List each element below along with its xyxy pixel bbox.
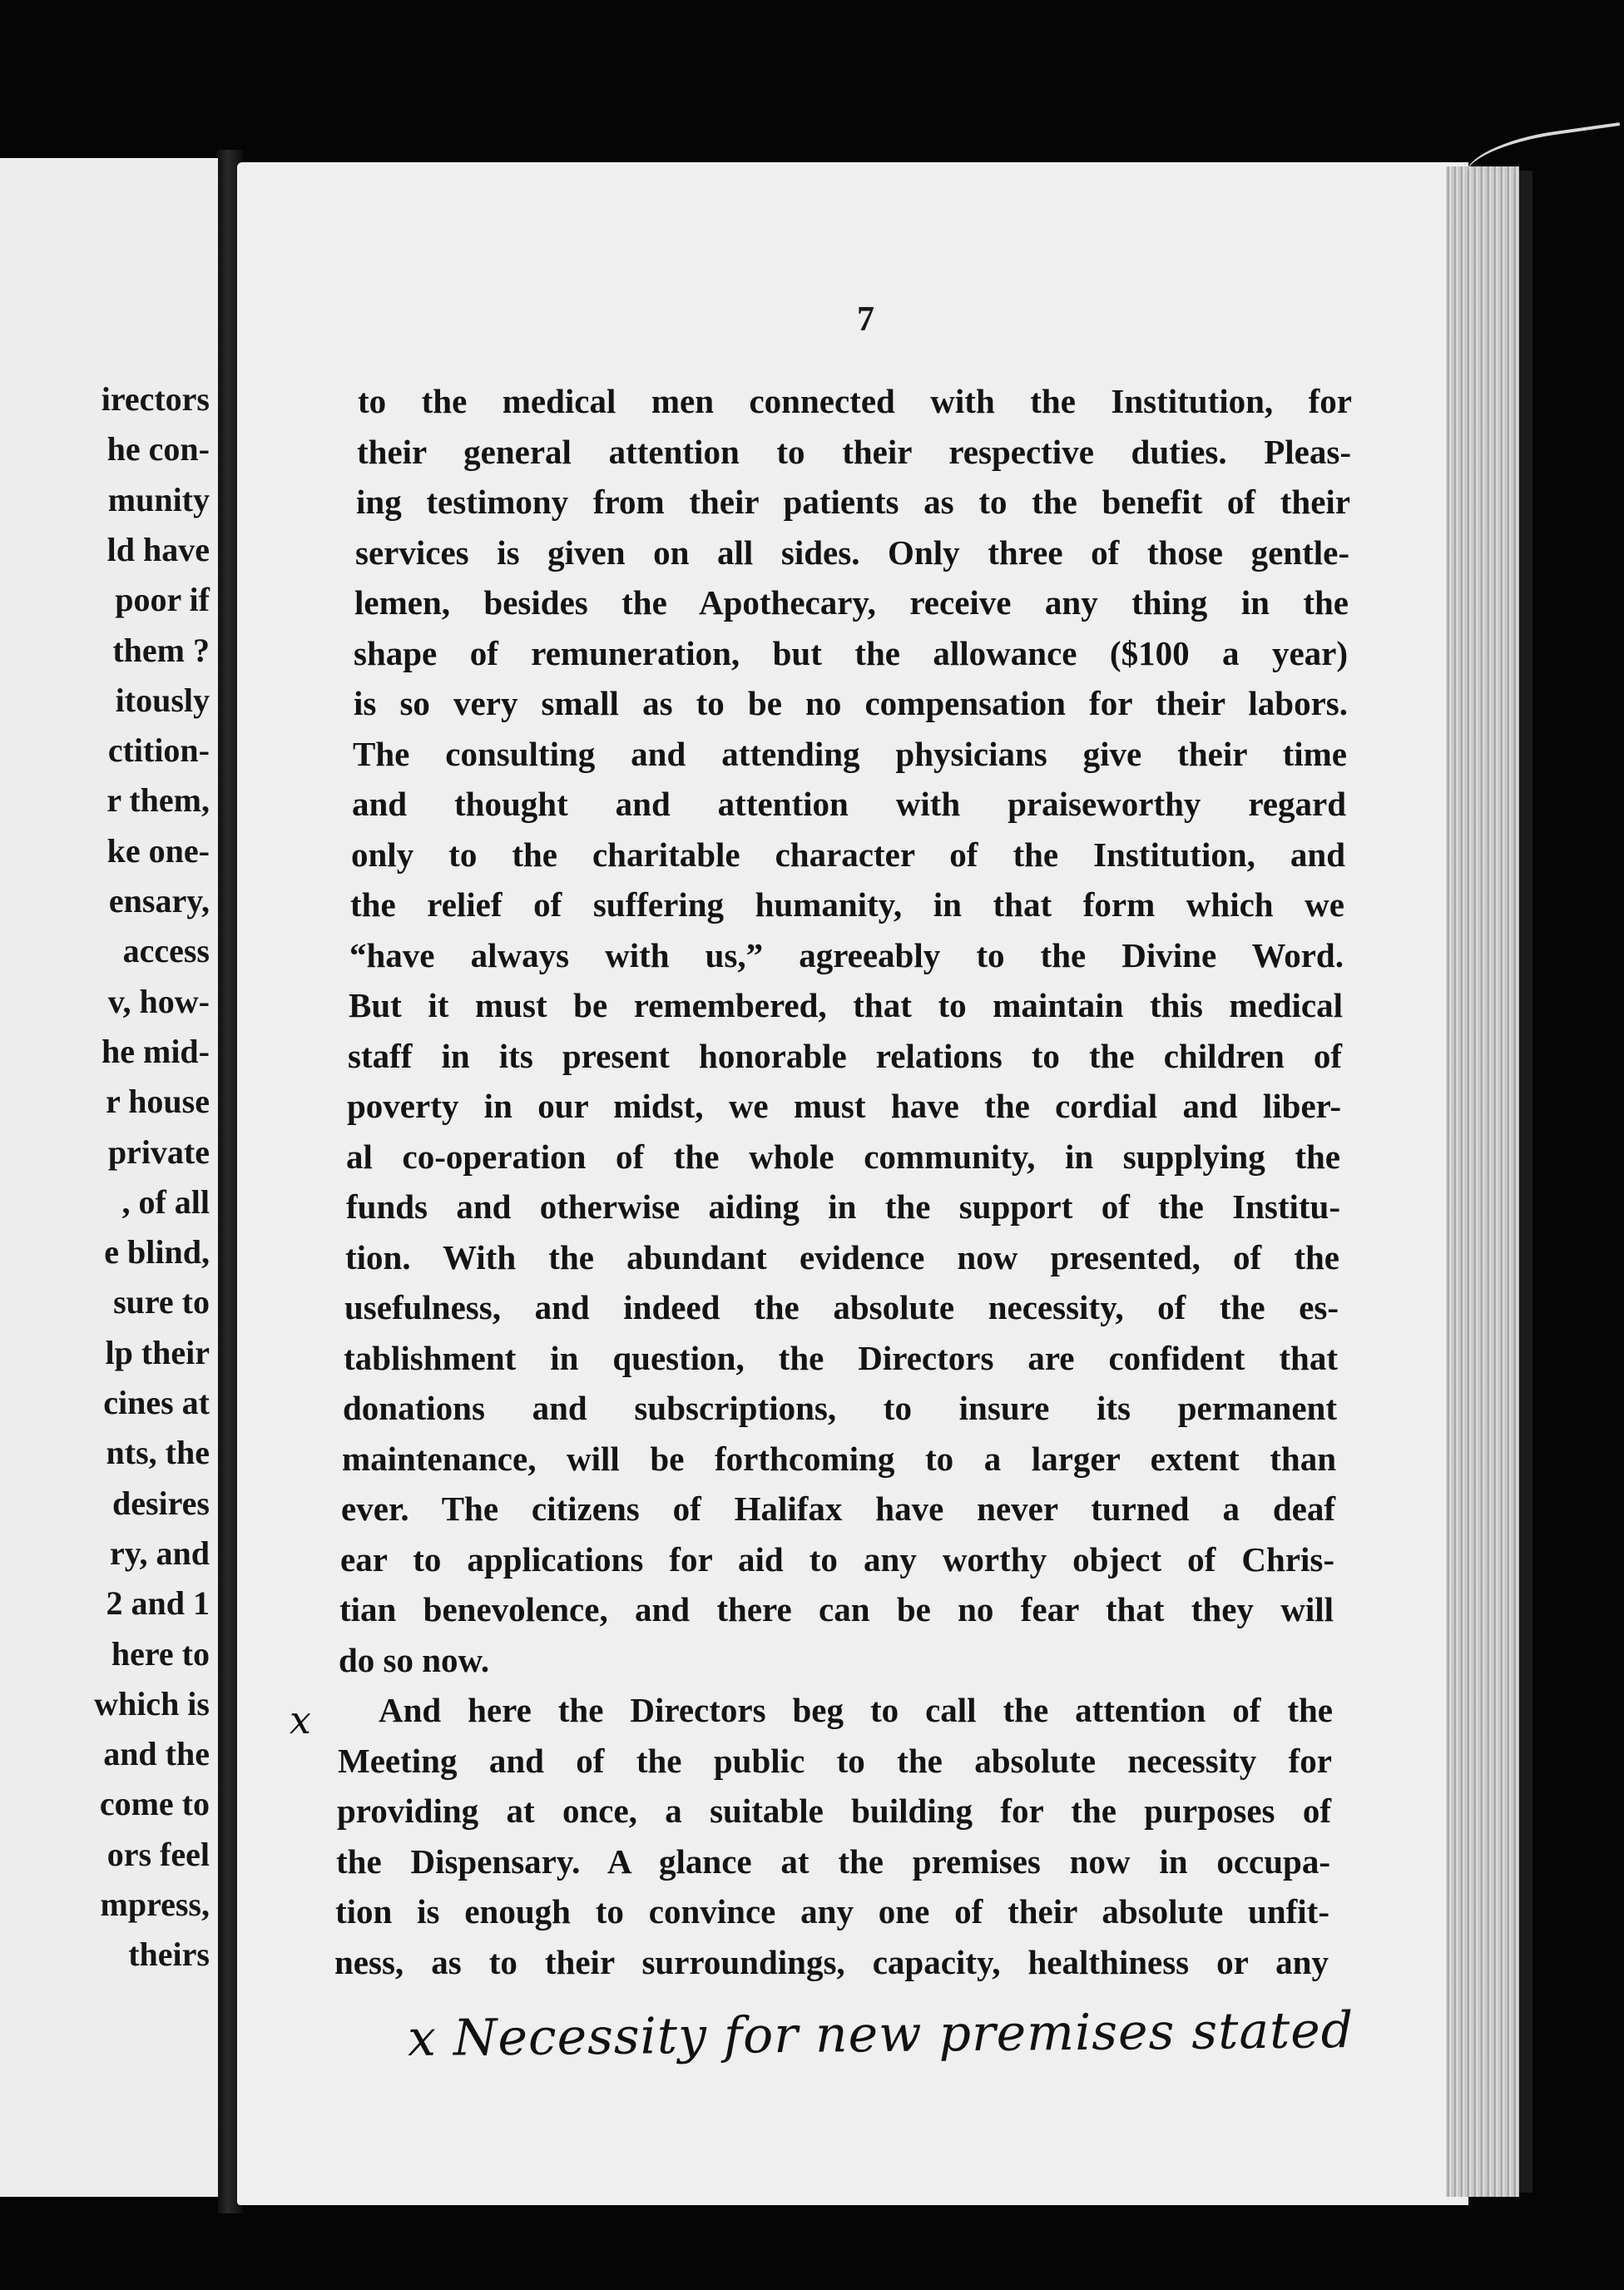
body-line: services is given on all sides. Only three of those gentle-	[355, 533, 1349, 572]
left-page-line: here to	[111, 1634, 210, 1673]
left-page-line: cines at	[103, 1384, 210, 1421]
left-page-line: sure to	[113, 1283, 210, 1321]
left-page-line: private	[107, 1133, 210, 1171]
body-line: tablishment in question, the Directors are confident that	[344, 1338, 1338, 1377]
left-page-line: ctition-	[107, 731, 210, 770]
body-line: tion is enough to convince any one of their absolute unfit-	[335, 1892, 1329, 1931]
body-line: tion. With the abundant evidence now presented, of the	[345, 1237, 1339, 1276]
body-line: Meeting and of the public to the absolute necessity for	[338, 1741, 1332, 1780]
body-line: to the medical men connected with the Institution, for	[358, 382, 1352, 420]
left-page-line: r house	[106, 1083, 210, 1121]
left-page-line: munity	[107, 480, 210, 518]
page-edges	[1446, 166, 1519, 2197]
body-line: providing at once, a suitable building for the purposes of	[337, 1792, 1331, 1830]
body-line: ness, as to their surroundings, capacity, healthiness or any	[334, 1942, 1329, 1981]
left-page-line: he mid-	[102, 1032, 210, 1070]
left-page-line: access	[122, 932, 210, 970]
body-line: staff in its present honorable relations to the children of	[348, 1036, 1342, 1075]
page-number: 7	[857, 300, 874, 339]
body-line: tian benevolence, and there can be no fear that they will	[339, 1590, 1334, 1628]
left-page-line: and the	[103, 1735, 210, 1773]
body-line: their general attention to their respective duties. Pleas-	[357, 432, 1351, 471]
left-page-line: them ?	[112, 631, 210, 669]
left-page-line: desires	[111, 1484, 210, 1522]
left-page	[0, 158, 226, 2197]
left-page-line: r them,	[106, 781, 210, 820]
left-page-line: lp their	[105, 1333, 210, 1371]
body-line: ever. The citizens of Halifax have never turned a deaf	[341, 1489, 1335, 1528]
page-edge-shadow	[1519, 171, 1532, 2193]
body-line: lemen, besides the Apothecary, receive any thing in the	[354, 583, 1349, 622]
body-line: the Dispensary. A glance at the premises now in occupa-	[336, 1841, 1330, 1881]
body-line: is so very small as to be no compensation for their labors.	[354, 684, 1348, 722]
left-page-line: ensary,	[108, 882, 210, 919]
left-page-line: ld have	[106, 530, 210, 568]
body-line: usefulness, and indeed the absolute necessity, of the es-	[344, 1288, 1339, 1326]
body-line: do so now.	[339, 1640, 490, 1679]
body-line: poverty in our midst, we must have the cordial and liber-	[347, 1087, 1341, 1125]
body-line: And here the Directors beg to call the attention of the	[379, 1691, 1333, 1729]
body-line: and thought and attention with praiseworthy regard	[352, 785, 1346, 823]
body-line: “have always with us,” agreeably to the Divine Word.	[349, 935, 1344, 974]
body-line: the relief of suffering humanity, in that form which we	[350, 885, 1344, 924]
left-page-line: he con-	[106, 430, 210, 468]
body-line: maintenance, will be forthcoming to a larger extent than	[342, 1439, 1336, 1478]
body-line: The consulting and attending physicians give their time	[353, 734, 1347, 773]
body-line: ing testimony from their patients as to the benefit of their	[356, 483, 1350, 521]
left-page-line: itously	[115, 681, 210, 719]
left-page-line: theirs	[128, 1936, 210, 1974]
left-page-line: which is	[94, 1684, 210, 1722]
body-line: only to the charitable character of the Institution, and	[351, 835, 1345, 874]
handwritten-note: x Necessity for new premises stated	[407, 2001, 1354, 2068]
body-line: donations and subscriptions, to insure its permanent	[343, 1389, 1337, 1427]
body-line: al co-operation of the whole community, in supplying the	[346, 1137, 1340, 1176]
left-page-line: ry, and	[109, 1534, 210, 1572]
left-page-line: ke one-	[106, 831, 210, 870]
body-line: funds and otherwise aiding in the support of the Institu-	[346, 1187, 1340, 1226]
left-page-line: 2 and 1	[106, 1584, 210, 1623]
body-line: shape of remuneration, but the allowance ($100 a year)	[354, 633, 1348, 672]
left-page-line: ors feel	[106, 1835, 210, 1873]
left-page-line: nts, the	[106, 1434, 210, 1472]
left-page-line: , of all	[121, 1182, 210, 1221]
left-page-line: irectors	[101, 380, 210, 418]
left-page-line: come to	[99, 1785, 210, 1823]
left-page-line: poor if	[115, 581, 210, 619]
margin-mark: x	[290, 1698, 311, 1742]
body-line: ear to applications for aid to any worthy object of Chris-	[340, 1539, 1334, 1579]
left-page-line: mpress,	[100, 1886, 210, 1923]
left-page-line: v, how-	[107, 982, 210, 1020]
page-curl	[1461, 122, 1624, 197]
body-line: But it must be remembered, that to maintain this medical	[349, 986, 1343, 1024]
left-page-line: e blind,	[104, 1233, 210, 1271]
